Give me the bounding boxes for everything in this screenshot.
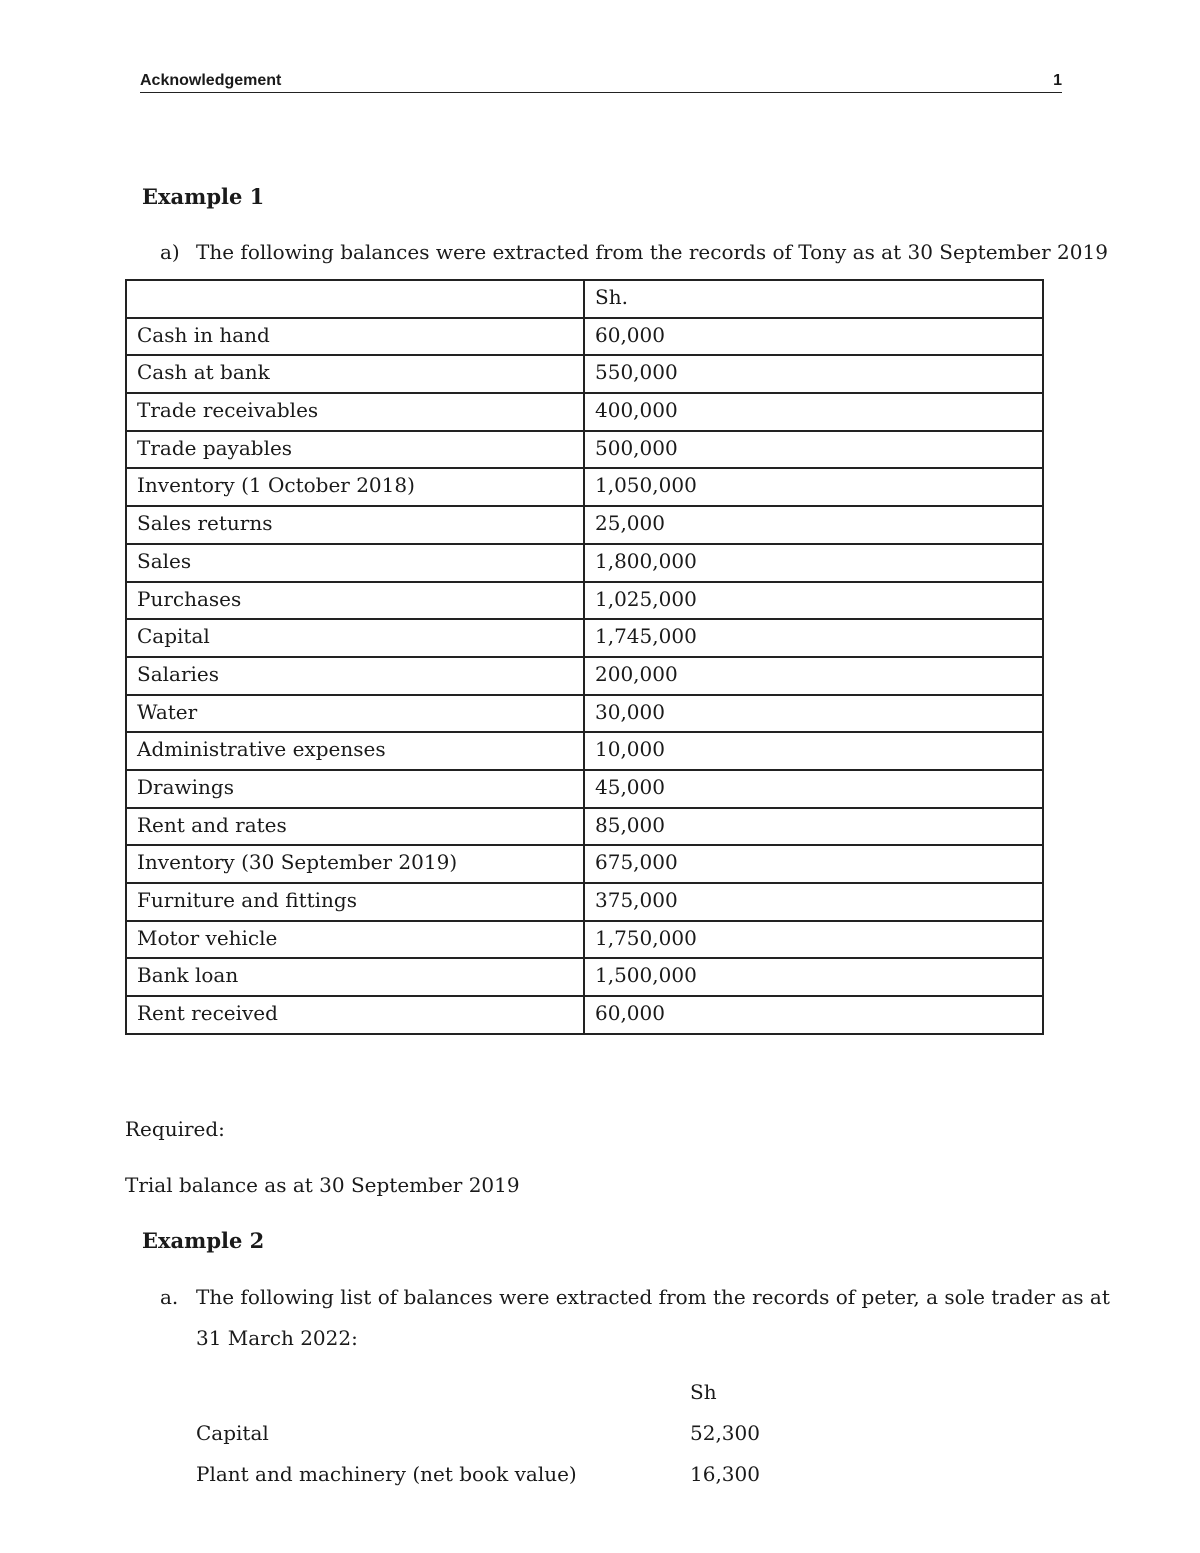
table-row [126,732,1043,770]
row-value: 1,025,000 [584,582,1043,620]
table-row [126,921,1043,959]
row-value: 375,000 [584,883,1043,921]
table-row [126,431,1043,469]
example-2-heading: Example 2 [142,1228,265,1253]
row-value: 60,000 [584,318,1043,356]
row-value: 500,000 [584,431,1043,469]
list-item [196,1462,796,1503]
row-label: Cash at bank [126,355,584,393]
list-marker: a) [160,240,180,264]
currency-row [196,1380,796,1421]
row-label: Rent received [126,996,584,1034]
table-row [126,355,1043,393]
row-value: 85,000 [584,808,1043,846]
item-value: 16,300 [690,1462,760,1486]
page-header [140,72,1062,93]
table-row [126,619,1043,657]
row-value: 1,750,000 [584,921,1043,959]
row-value: 30,000 [584,695,1043,733]
table-row [126,958,1043,996]
row-value: 1,745,000 [584,619,1043,657]
row-value: 675,000 [584,845,1043,883]
table-row [126,506,1043,544]
row-label: Inventory (1 October 2018) [126,468,584,506]
example-2-intro [160,1285,1110,1355]
row-label: Cash in hand [126,318,584,356]
balances-table [125,279,1044,1035]
table-row [126,883,1043,921]
row-label: Purchases [126,582,584,620]
item-value: 52,300 [690,1421,760,1445]
row-value: 25,000 [584,506,1043,544]
row-label: Trade receivables [126,393,584,431]
table-row [126,582,1043,620]
list-item [196,1421,796,1462]
table-row [126,544,1043,582]
row-label: Salaries [126,657,584,695]
item-label: Capital [196,1421,269,1445]
row-label: Bank loan [126,958,584,996]
example-1-intro [160,240,1108,266]
row-value: 45,000 [584,770,1043,808]
row-value: 1,050,000 [584,468,1043,506]
intro-line-1: The following list of balances were extracted from the records of peter, a sole trader as at [196,1285,1110,1309]
header-title: Acknowledgement [140,72,282,89]
page-number: 1 [1053,72,1062,89]
intro-line-2: 31 March 2022: [196,1326,358,1350]
row-label: Water [126,695,584,733]
row-label: Furniture and fittings [126,883,584,921]
item-label: Plant and machinery (net book value) [196,1462,577,1486]
table-row [126,770,1043,808]
row-value: 1,500,000 [584,958,1043,996]
required-label: Required: [125,1117,225,1141]
row-value: 1,800,000 [584,544,1043,582]
table-row [126,468,1043,506]
row-label: Capital [126,619,584,657]
table-row [126,318,1043,356]
list-marker: a. [160,1285,179,1309]
row-value: 10,000 [584,732,1043,770]
row-label: Sales [126,544,584,582]
required-text: Trial balance as at 30 September 2019 [125,1173,520,1197]
table-row [126,845,1043,883]
currency-label: Sh [690,1380,717,1404]
currency-header: Sh. [584,280,1043,318]
row-label: Motor vehicle [126,921,584,959]
row-label: Administrative expenses [126,732,584,770]
example-1-heading: Example 1 [142,184,265,209]
table-row [126,657,1043,695]
table-row [126,695,1043,733]
row-value: 550,000 [584,355,1043,393]
table-row [126,808,1043,846]
row-label: Sales returns [126,506,584,544]
table-header-row [126,280,1043,318]
row-label: Inventory (30 September 2019) [126,845,584,883]
example-2-balances [196,1380,796,1503]
intro-text: The following balances were extracted from the records of Tony as at 30 September 2019 [196,240,1108,264]
row-label: Trade payables [126,431,584,469]
row-value: 60,000 [584,996,1043,1034]
table-row [126,393,1043,431]
row-label: Drawings [126,770,584,808]
row-value: 400,000 [584,393,1043,431]
table-row [126,996,1043,1034]
header-blank-cell [126,280,584,318]
row-value: 200,000 [584,657,1043,695]
row-label: Rent and rates [126,808,584,846]
